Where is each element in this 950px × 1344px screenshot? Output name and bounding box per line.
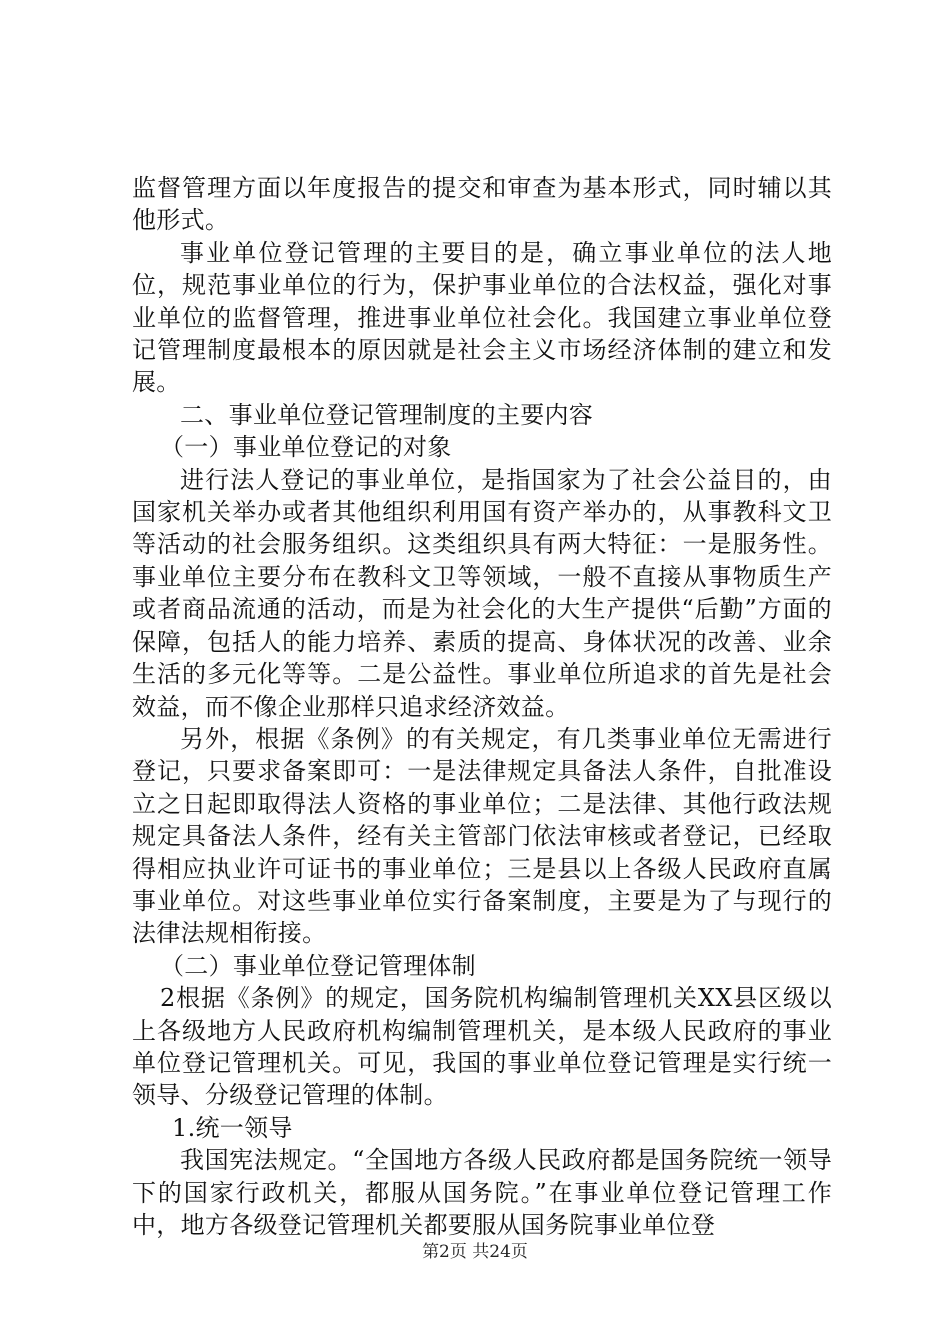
- paragraph-filing-exceptions: 另外，根据《条例》的有关规定，有几类事业单位无需进行登记，只要求备案即可：一是法律规定具备法人条件，自批准设立之日起即取得法人资格的事业单位；二是法律、其他行政法规规定具备法人条件，经有关主管部门依法审核或者登记，已经取得相应执业许可证书的事业单位；三是县以上各级人民政府直属事业单位。对这些事业单位实行备案制度，主要是为了与现行的法律法规相衔接。: [132, 724, 832, 948]
- paragraph-registration-purpose: 事业单位登记管理的主要目的是，确立事业单位的法人地位，规范事业单位的行为，保护事业单位的合法权益，强化对事业单位的监督管理，推进事业单位社会化。我国建立事业单位登记管理制度最根本的原因就是社会主义市场经济体制的建立和发展。: [132, 238, 832, 397]
- paragraph-management-system: 2根据《条例》的规定，国务院机构编制管理机关XX县区级以上各级地方人民政府机构编制管理机关，是本级人民政府的事业单位登记管理机关。可见，我国的事业单位登记管理是实行统一领导、分级登记管理的体制。: [132, 984, 832, 1110]
- page-number-footer: 第2页 共24页: [422, 1242, 528, 1262]
- section-heading-main-content: 二、事业单位登记管理制度的主要内容: [180, 400, 594, 429]
- subsection-heading-management-system: （二）事业单位登记管理体制: [160, 951, 476, 980]
- paragraph-continuation: 监督管理方面以年度报告的提交和审查为基本形式，同时辅以其他形式。: [132, 174, 832, 235]
- subsection-heading-registration-objects: （一）事业单位登记的对象: [160, 433, 452, 462]
- paragraph-registration-objects: 进行法人登记的事业单位，是指国家为了社会公益目的，由国家机关举办或者其他组织利用国有资产举办的，从事教科文卫等活动的社会服务组织。这类组织具有两大特征：一是服务性。事业单位主要分布在教科文卫等领域，一般不直接从事物质生产或者商品流通的活动，而是为社会化的大生产提供“后勤”方面的保障，包括人的能力培养、素质的提高、身体状况的改善、业余生活的多元化等等。二是公益性。事业单位所追求的首先是社会效益，而不像企业那样只追求经济效益。: [132, 465, 832, 721]
- document-body: [132, 172, 832, 1241]
- paragraph-constitution-provision: 我国宪法规定。“全国地方各级人民政府都是国务院统一领导下的国家行政机关，都服从国务院。”在事业单位登记管理工作中，地方各级登记管理机关都要服从国务院事业单位登: [132, 1146, 832, 1239]
- item-heading-unified-leadership: 1.统一领导: [172, 1113, 293, 1142]
